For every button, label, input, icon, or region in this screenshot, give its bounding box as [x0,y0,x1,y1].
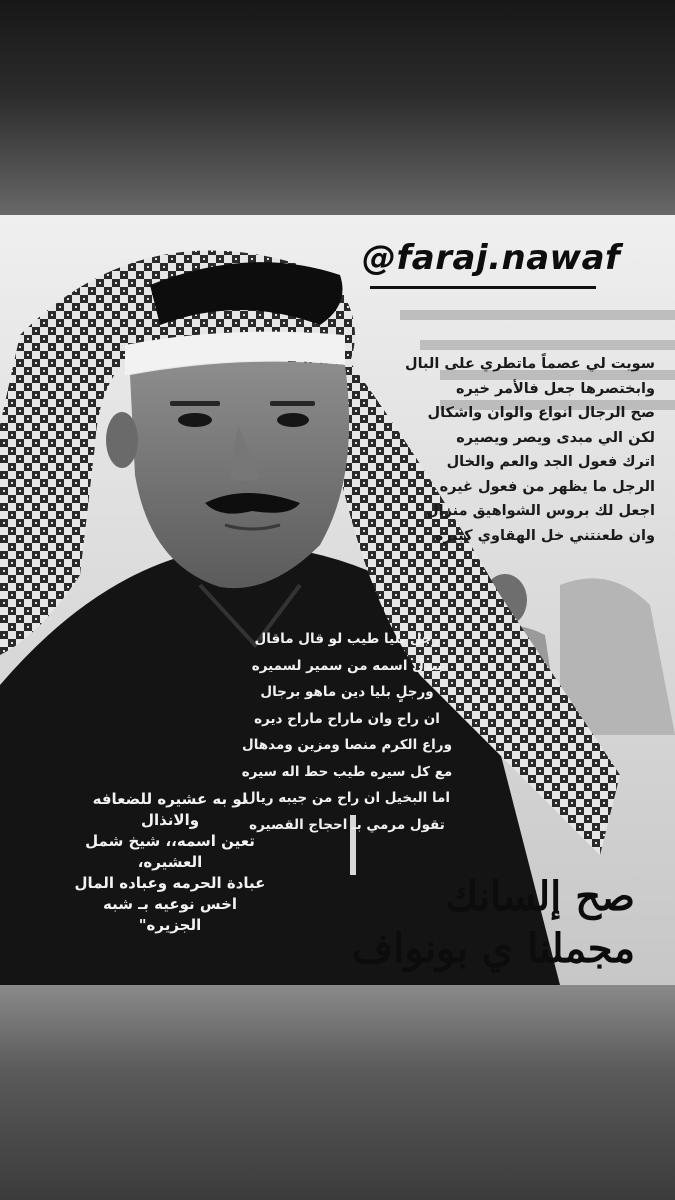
poem-line: ان راح وان ماراح ماراح ديره [254,710,440,727]
poem-line: وراع الكرم منصا ومزين ومدهال [242,737,452,753]
poem-line: تعين اسمه،، شيخ شمل العشيره، [85,832,255,871]
poem-line: رجل بليا طيب لو قال ماقال [254,631,440,647]
poem-line: سويت لي عصماً ماتطري على البال [404,356,655,372]
poem-line: يبدل اسمه من سمير لسميره [251,657,443,674]
top-dark-band [0,0,675,215]
handle-underline [370,286,596,289]
poem-line: عبادة الحرمه وعباده المال [74,874,266,892]
poem-line: الرجل ما يظهر من فعول غيره [439,478,655,495]
poem-line: تقول مرمي بـ احجاج القصيره [249,816,445,833]
poem-line: وان طعنتني خل الهقاوي كبيره [434,527,655,544]
poem-line: وابختصرها جعل فالأمر خيره [455,380,655,397]
poem-line: ورجلٍ بليا دين ماهو برجال [260,684,434,700]
poem-line: لو به عشيره للضعافه والانذال [92,790,248,829]
bottom-dark-band [0,985,675,1200]
headline-line-2: مجملنا ي بونواف [351,925,635,972]
poem-top-block [355,352,655,548]
instagram-handle: @faraj.nawaf [362,238,621,278]
poem-line: اما البخيل ان راح من جيبه ريال [243,790,451,806]
poem-line: اترك فعول الجد والعم والخال [446,454,655,470]
headline-line-1: صح إلسانك [445,873,635,920]
poem-left-block [70,789,270,936]
poem-line: لكن الي مبدى ويصر ويصيره [456,429,655,446]
poem-line: اخس نوعيه بـ شبه الجزيره" [102,895,238,934]
poem-line: مع كل سيره طيب حط اله سيره [241,763,453,780]
poem-line: اجعل لك بروس الشواهيق منزال [426,503,655,519]
poem-line: صح الرجال انواع والوان واشكال [427,405,655,421]
